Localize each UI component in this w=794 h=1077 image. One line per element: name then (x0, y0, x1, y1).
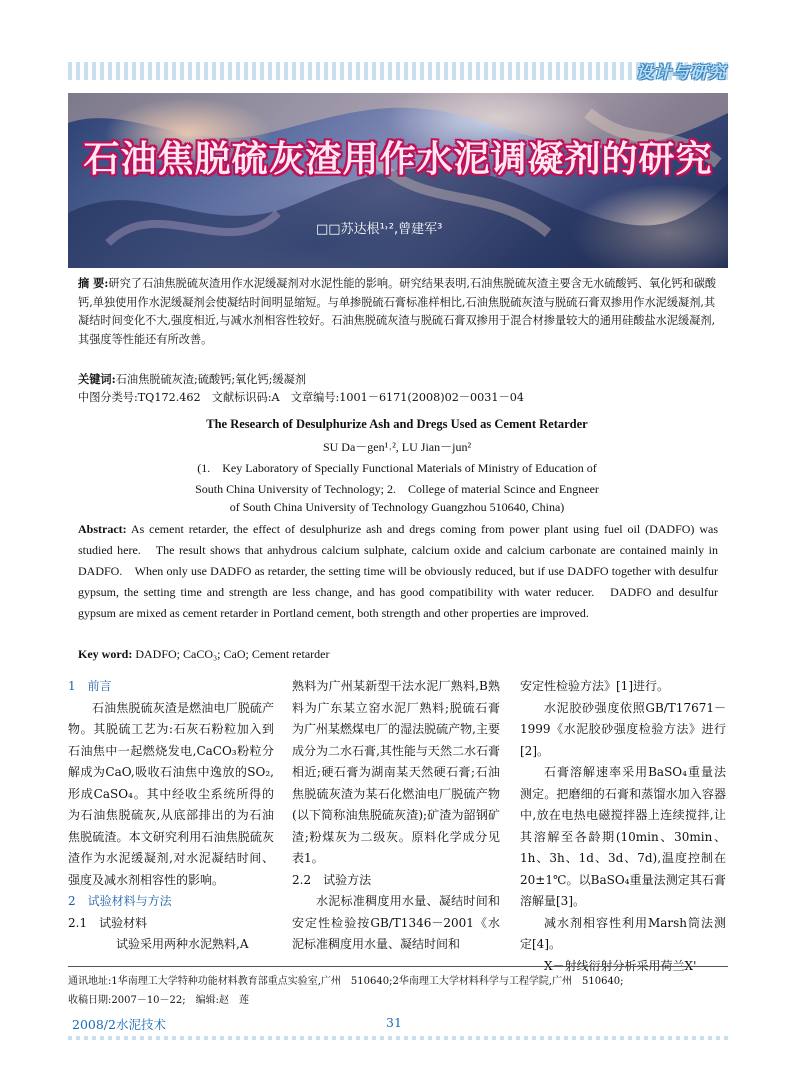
journal-name: 2008/2水泥技术 (72, 1017, 166, 1032)
article-title: 石油焦脱硫灰渣用作水泥调凝剂的研究 (83, 139, 713, 180)
subsection-heading: 2.2 试验方法 (292, 872, 372, 887)
paragraph: 安定性检验方法》[1]进行。 (520, 679, 669, 693)
section-heading-materials: 2 试验材料与方法 (68, 894, 172, 908)
keywords-label: 关键词: (78, 372, 116, 386)
english-keywords (78, 647, 329, 662)
english-keywords-text: DADFO; CaCO₃; CaO; Cement retarder (135, 647, 330, 661)
paragraph: 试验采用两种水泥熟料,A (116, 937, 249, 951)
paragraph: 水泥标准稠度用水量、凝结时间和安定性检验按GB/T1346－2001《水泥标准稠度用水量、凝结时间和 (292, 894, 500, 951)
footer-strip (68, 1036, 728, 1040)
section-label: 设计与研究 (636, 63, 726, 83)
english-abstract (78, 519, 718, 624)
english-title: The Research of Desulphurize Ash and Dregs Used as Cement Retarder (206, 417, 588, 431)
keywords-text: 石油焦脱硫灰渣;硫酸钙;氧化钙;缓凝剂 (115, 373, 307, 386)
keywords-cn (78, 370, 718, 390)
authors-cn: □□苏达根¹˒²,曾建军³ (316, 222, 443, 237)
english-authors: SU Da－gen¹˒², LU Jian－jun² (322, 440, 472, 454)
footnote-rule (68, 966, 728, 967)
affiliation-line-3: of South China University of Technology Guangzhou 510640, China) (229, 500, 565, 514)
header-strip (68, 62, 728, 80)
paragraph: 石膏溶解速率采用BaSO₄重量法测定。把磨细的石膏和蒸馏水加入容器中,放在电热电磁搅拌器上连续搅拌,让其溶解至各龄期(10min、30min、1h、3h、1d、3d、7d),温度控制在20±1℃。以BaSO₄重量法测定其石膏溶解量[3]。 (520, 765, 726, 908)
abstract-label: 摘 要: (78, 276, 109, 290)
body-column-3 (520, 676, 726, 977)
paragraph: 减水剂相容性利用Marsh筒法测定[4]。 (520, 915, 726, 951)
paragraph: 熟料为广州某新型干法水泥厂熟料,B熟料为广东某立窑水泥厂熟料;脱硫石膏为广州某燃煤电厂的湿法脱硫产物,主要成分为二水石膏,其性能与天然二水石膏相近;硬石膏为湖南某天然硬石膏;石油焦脱硫灰渣为某石化燃油电厂脱硫产物(以下简称油焦脱硫灰渣);矿渣为韶钢矿渣;粉煤灰为二级灰。原料化学成分见表1。 (292, 679, 500, 865)
paragraph: X－射线衍射分析采用荷兰X' (544, 958, 697, 973)
affiliation-line-1: (1. Key Laboratory of Specially Functional Materials of Ministry of Education of (197, 461, 597, 475)
page-number: 31 (386, 1015, 402, 1030)
body-column-2 (292, 676, 500, 956)
title-banner (68, 93, 728, 268)
body-column-1 (68, 676, 274, 956)
paragraph: 石油焦脱硫灰渣是燃油电厂脱硫产物。其脱硫工艺为:石灰石粉粒加入到石油焦中一起燃烧发电,CaCO₃粉粒分解成为CaO,吸收石油焦中逸放的SO₂,形成CaSO₄。其中经收尘系统所得的为石油焦脱硫灰,从底部排出的为石油焦脱硫渣。本文研究利用石油焦脱硫灰渣作为水泥缓凝剂,对水泥凝结时间、强度及减水剂相容性的影响。 (68, 700, 274, 887)
abstract-text: 研究了石油焦脱硫灰渣用作水泥缓凝剂对水泥性能的影响。研究结果表明,石油焦脱硫灰渣主要含无水硫酸钙、氧化钙和碳酸钙,单独使用作水泥缓凝剂会使凝结时间明显缩短。与单掺脱硫石膏标准样相比,石油焦脱硫灰渣与脱硫石膏双掺用作水泥缓凝剂,其凝结时间变化不大,强度相近,与减水剂相容性较好。石油焦脱硫灰渣与脱硫石膏双掺用于混合材掺量较大的通用硅酸盐水泥缓凝剂,其强度等性能还有所改善。 (78, 277, 717, 346)
affiliation-line-2: South China University of Technology; 2. College of material Scince and Engneer (195, 482, 599, 496)
english-abstract-text: As cement retarder, the effect of desulphurize ash and dregs coming from power plant using fuel oil (DADFO) was studied here. The result shows that anhydrous calcium sulphate, calcium oxide and calcium carbonate are contained mainly in DADFO. When only use DADFO as retarder, the setting time will be obviously reduced, but if use DADFO together with desulfur gypsum, the setting time and strength are less change, and has good compatibility with water reducer. DADFO and desulfur gypsum are mixed as cement retarder in Portland cement, both strength and other properties are improved. (78, 522, 719, 620)
english-keywords-label: Key word: (78, 647, 133, 661)
footnote-received: 收稿日期:2007－10－22; 编辑:赵 莲 (68, 995, 250, 1006)
page-footer (68, 1015, 728, 1033)
classification-line: 中图分类号:TQ172.462 文献标识码:A 文章编号:1001－6171(2008)02－0031－04 (78, 391, 524, 404)
subsection-heading: 2.1 试验材料 (68, 915, 148, 930)
footnote-address: 通讯地址:1华南理工大学特种功能材料教育部重点实验室,广州 510640;2华南理工大学材料科学与工程学院,广州 510640; (68, 976, 624, 987)
paragraph: 水泥胶砂强度依照GB/T17671－1999《水泥胶砂强度检验方法》进行[2]。 (520, 700, 726, 758)
section-heading-intro: 1 前言 (68, 679, 112, 693)
english-abstract-label: Abstract: (78, 522, 127, 536)
abstract-cn (78, 274, 718, 349)
